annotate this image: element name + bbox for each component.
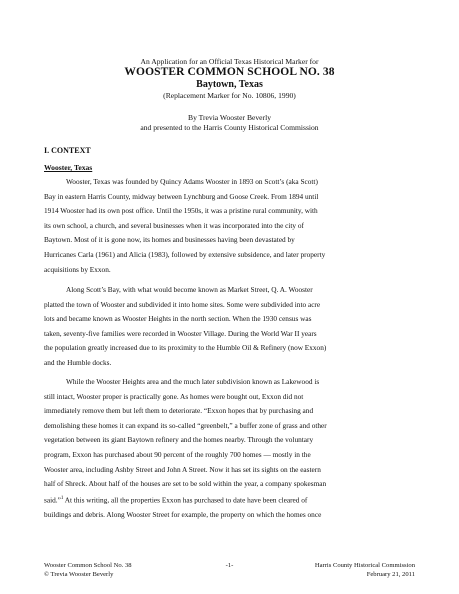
footer-date: February 21, 2011 (366, 571, 415, 578)
paragraph-2 (44, 283, 416, 371)
footer-right (315, 561, 415, 579)
author-line: By Trevia Wooster Beverly (188, 113, 271, 122)
text-line: vegetation between its giant Baytown refinery and the homes nearby. Through the voluntary (44, 435, 314, 445)
text-line: Wooster area, including Ashby Street and John A Street. Now it has set its sights on the eastern (44, 464, 321, 474)
text-line: the population greatly increased due to its proximity to the Humble Oil & Refinery (now Exxon) (44, 343, 327, 353)
presented-line: and presented to the Harris County Historical Commission (140, 123, 319, 132)
text-line: acquisitions by Exxon. (44, 264, 111, 274)
footer-copyright: © Trevia Wooster Beverly (44, 571, 114, 578)
text-line: still intact, Wooster proper is practically gone. As homes were bought out, Exxon did not (44, 391, 304, 401)
text-line: program, Exxon has purchased about 90 percent of the roughly 700 homes — mostly in the (44, 449, 311, 459)
footer-page-number: -1- (225, 562, 234, 569)
text-line-with-footnote (44, 492, 416, 508)
text-line: Along Scott’s Bay, with what would become known as Market Street, Q. A. Wooster (66, 285, 313, 294)
text-line: and the Humble docks. (44, 357, 112, 367)
paragraph-3 (44, 375, 416, 522)
text-line: its own school, a church, and several businesses when it was incorporated into the city of (44, 220, 304, 230)
footer-doc-title: Wooster Common School No. 38 (44, 562, 132, 569)
text-line: 1914 Wooster had its own post office. Until the 1950s, it was a pristine rural community, with (44, 206, 318, 216)
text-fragment: said.” (44, 495, 61, 505)
text-line: Baytown. Most of it is gone now, its homes and businesses having been devastated by (44, 235, 295, 245)
text-line: Wooster, Texas was founded by Quincy Adams Wooster in 1893 on Scott’s (aka Scott) (66, 177, 318, 186)
application-line: An Application for an Official Texas Historical Marker for (140, 57, 319, 66)
section-title: I. CONTEXT (44, 146, 91, 155)
text-line: platted the town of Wooster and subdivided it into home sites. Some were subdivided into acre (44, 299, 321, 309)
footnote-marker[interactable]: 1 (60, 495, 64, 501)
text-line: immediately remove them but left them to deteriorate. “Exxon hopes that by purchasing and (44, 406, 314, 416)
text-line: Hurricanes Carla (1961) and Alicia (1983), followed by extensive subsidence, and later property (44, 249, 326, 259)
text-line: While the Wooster Heights area and the much later subdivision known as Lakewood is (66, 377, 320, 386)
text-line: Bay in eastern Harris County, midway between Lynchburg and Goose Creek. From 1894 until (44, 191, 319, 201)
document-title: WOOSTER COMMON SCHOOL NO. 38 (124, 66, 335, 78)
subheading: Wooster, Texas (44, 163, 93, 172)
text-line: taken, seventy-five families were recorded in Wooster Village. During the World War II years (44, 328, 317, 338)
replacement-note: (Replacement Marker for No. 10806, 1990) (163, 91, 296, 100)
text-line: buildings and debris. Along Wooster Street for example, the property on which the homes once (44, 509, 322, 519)
text-line: lots and became known as Wooster Heights in the north section. When the 1930 census was (44, 314, 312, 324)
footer-commission: Harris County Historical Commission (314, 562, 415, 569)
location-heading: Baytown, Texas (196, 79, 263, 90)
text-line: demolishing these homes it can expand its so-called “greenbelt,” a buffer zone of grass and other (44, 420, 327, 430)
paragraph-1 (44, 175, 416, 277)
text-line: half of Shreck. About half of the houses are set to be sold within the year, a company spokesman (44, 479, 327, 489)
text-fragment: At this writing, all the properties Exxon has purchased to date have been cleared of (63, 495, 308, 505)
